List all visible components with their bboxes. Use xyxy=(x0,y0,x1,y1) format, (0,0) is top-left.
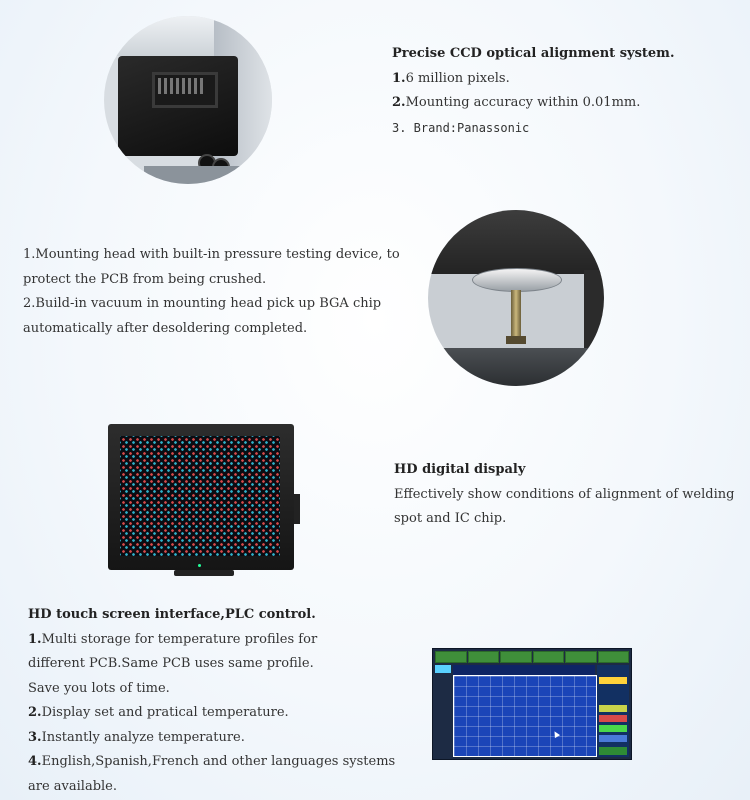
touch-item: Save you lots of time. xyxy=(28,680,170,696)
touch-item: 4.English,Spanish,French and other languages systems xyxy=(28,754,396,769)
mounting-head-photo xyxy=(428,210,604,386)
mounting-head-description xyxy=(23,243,400,341)
mounting-head-line: 2.Build-in vacuum in mounting head pick up BGA chip xyxy=(23,296,382,311)
hd-monitor-photo xyxy=(104,424,300,578)
display-title: HD digital dispaly xyxy=(394,462,526,477)
display-line: Effectively show conditions of alignment of welding xyxy=(394,486,735,502)
mounting-head-line: automatically after desoldering completed. xyxy=(23,320,308,336)
touch-item: 2.Display set and pratical temperature. xyxy=(28,705,289,720)
mounting-head-line: 1.Mounting head with built-in pressure testing device, to xyxy=(23,247,400,262)
ccd-title: Precise CCD optical alignment system. xyxy=(392,46,675,61)
touch-screen-description xyxy=(28,603,395,799)
ccd-item-2: 2.Mounting accuracy within 0.01mm. xyxy=(392,95,641,110)
touch-item: are available. xyxy=(28,778,118,794)
touch-screen-title: HD touch screen interface,PLC control. xyxy=(28,607,316,622)
ccd-item-1: 1.6 million pixels. xyxy=(392,70,510,86)
display-line: spot and IC chip. xyxy=(394,511,507,526)
touch-screen-photo xyxy=(432,648,632,760)
mounting-head-line: protect the PCB from being crushed. xyxy=(23,271,267,287)
touch-item: 3.Instantly analyze temperature. xyxy=(28,729,245,745)
ccd-description xyxy=(392,42,674,140)
touch-item: 1.Multi storage for temperature profiles for xyxy=(28,631,318,647)
ccd-camera-photo xyxy=(104,16,272,184)
touch-item: different PCB.Same PCB uses same profile. xyxy=(28,656,314,671)
display-description xyxy=(394,458,734,532)
ccd-item-3: 3. Brand:Panassonic xyxy=(392,120,530,135)
